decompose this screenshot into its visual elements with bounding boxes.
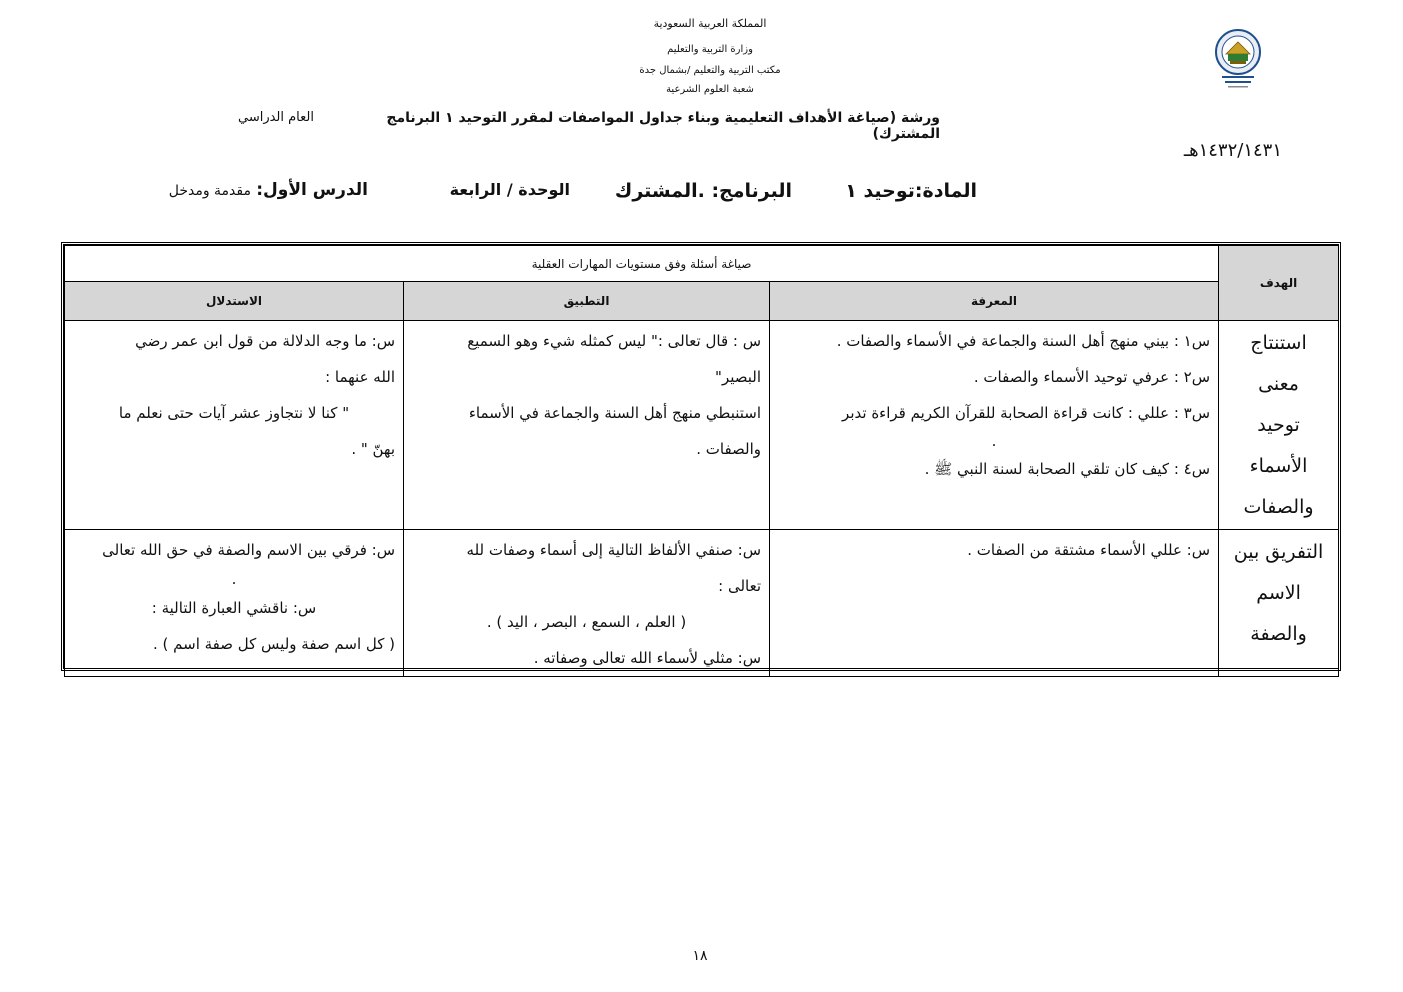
question-text: والصفات . bbox=[696, 440, 762, 458]
goal-line: استنتاج bbox=[1250, 332, 1307, 354]
goal-cell bbox=[1219, 321, 1339, 530]
column-header-application: التطبيق bbox=[404, 282, 770, 321]
lesson-info bbox=[140, 180, 368, 200]
question-text: ( العلم ، السمع ، البصر ، اليد ) . bbox=[486, 613, 687, 631]
page-number: ١٨ bbox=[692, 948, 708, 964]
question-text: . bbox=[991, 432, 997, 450]
program-label: البرنامج: .المشترك bbox=[614, 180, 792, 202]
goal-header: الهدف bbox=[1219, 246, 1339, 321]
column-header-knowledge: المعرفة bbox=[770, 282, 1219, 321]
question-text: استنبطي منهج أهل السنة والجماعة في الأسماء bbox=[468, 404, 762, 422]
question-text: س : قال تعالى :" ليس كمثله شيء وهو السميع bbox=[467, 332, 762, 350]
subject-label: المادة:توحيد ١ bbox=[845, 180, 977, 202]
goal-line: والصفات bbox=[1243, 496, 1314, 518]
question-text: س٢ : عرفي توحيد الأسماء والصفات . bbox=[973, 368, 1211, 386]
goal-line: توحيد bbox=[1257, 414, 1300, 436]
question-text: س: عللي الأسماء مشتقة من الصفات . bbox=[967, 541, 1211, 559]
knowledge-cell bbox=[770, 530, 1219, 677]
hijri-year: ١٤٣٢/١٤٣١هـ bbox=[1183, 140, 1282, 161]
knowledge-cell bbox=[770, 321, 1219, 530]
goal-line: والصفة bbox=[1250, 623, 1307, 645]
ministry-line: وزارة التربية والتعليم bbox=[667, 44, 753, 55]
question-text: تعالى : bbox=[718, 577, 762, 595]
goal-cell bbox=[1219, 530, 1339, 677]
question-text: س٣ : عللي : كانت قراءة الصحابة للقرآن الكريم قراءة تدبر bbox=[842, 404, 1211, 422]
column-header-inference: الاستدلال bbox=[65, 282, 404, 321]
division-line: شعبة العلوم الشرعية bbox=[666, 84, 754, 95]
question-text: الله عنهما : bbox=[325, 368, 396, 386]
question-text: س: ناقشي العبارة التالية : bbox=[151, 599, 317, 617]
question-text: " كنا لا نتجاوز عشر آيات حتى نعلم ما bbox=[118, 404, 350, 422]
kingdom-line: المملكة العربية السعودية bbox=[653, 17, 767, 30]
goal-line: الاسم bbox=[1256, 582, 1301, 604]
specification-table bbox=[61, 242, 1341, 671]
question-text: س: فرقي بين الاسم والصفة في حق الله تعالى bbox=[102, 541, 396, 559]
goal-line: التفريق بين bbox=[1233, 541, 1324, 563]
table-row bbox=[65, 321, 1339, 530]
question-text: س١ : بيني منهج أهل السنة والجماعة في الأسماء والصفات . bbox=[836, 332, 1211, 350]
question-text: . bbox=[231, 570, 237, 588]
question-text: بهنّ " . bbox=[351, 440, 396, 458]
question-text: س: مثلي لأسماء الله تعالى وصفاته . bbox=[533, 649, 762, 667]
application-cell bbox=[404, 321, 770, 530]
skills-header: صياغة أسئلة وفق مستويات المهارات العقلية bbox=[65, 246, 1219, 282]
goal-line: الأسماء bbox=[1249, 455, 1308, 477]
question-text: س: صنفي الألفاظ التالية إلى أسماء وصفات لله bbox=[466, 541, 762, 559]
question-text: البصير" bbox=[715, 368, 762, 386]
lesson-value: مقدمة ومدخل bbox=[168, 183, 251, 199]
table-row bbox=[65, 530, 1339, 677]
question-text: ( كل اسم صفة وليس كل صفة اسم ) . bbox=[153, 635, 396, 653]
inference-cell bbox=[65, 530, 404, 677]
goal-line: معنى bbox=[1258, 373, 1299, 395]
application-cell bbox=[404, 530, 770, 677]
workshop-title: ورشة (صياغة الأهداف التعليمية وبناء جداول المواصفات لمقرر التوحيد ١ البرنامج المشترك) bbox=[386, 110, 940, 142]
ministry-logo-icon bbox=[1210, 28, 1266, 90]
office-line: مكتب التربية والتعليم /بشمال جدة bbox=[639, 65, 781, 76]
academic-year-label: العام الدراسي bbox=[237, 110, 314, 125]
question-text: س: ما وجه الدلالة من قول ابن عمر رضي bbox=[135, 332, 396, 350]
question-text: س٤ : كيف كان تلقي الصحابة لسنة النبي ﷺ . bbox=[924, 460, 1211, 478]
unit-label: الوحدة / الرابعة bbox=[449, 180, 570, 199]
lesson-label: الدرس الأول: bbox=[256, 180, 368, 200]
inference-cell bbox=[65, 321, 404, 530]
